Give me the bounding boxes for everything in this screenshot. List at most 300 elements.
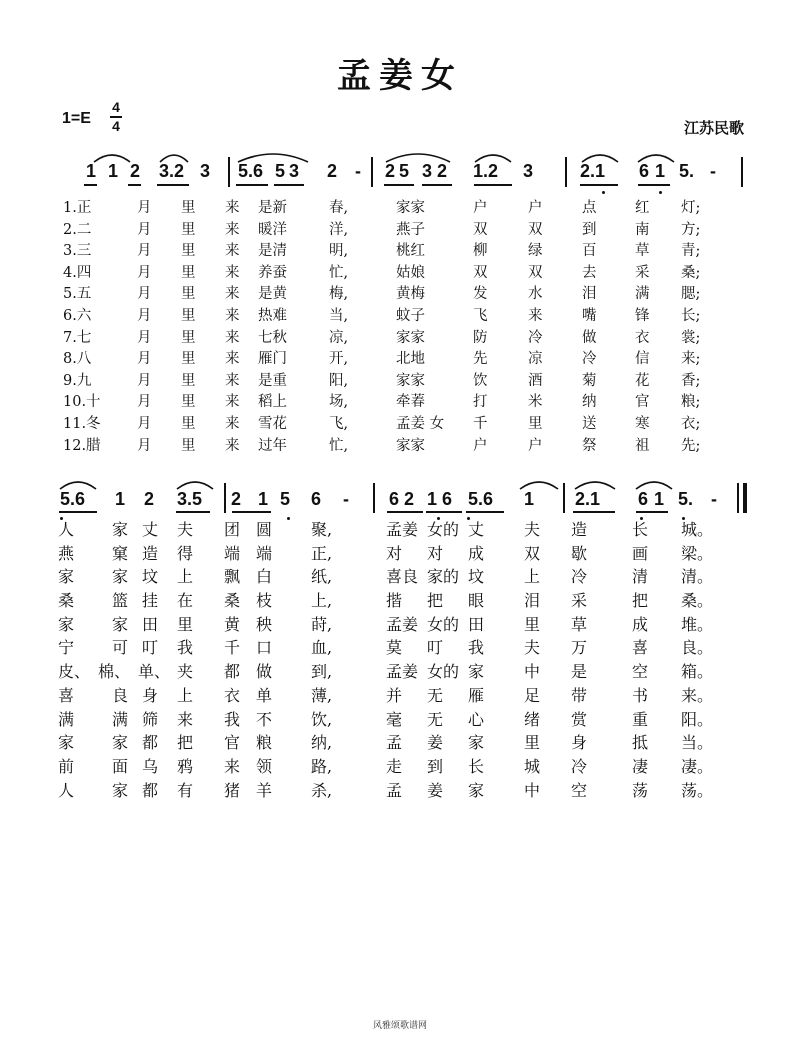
- note: 5: [399, 161, 410, 181]
- lyric: 孟姜: [386, 614, 419, 634]
- lyric: 中: [524, 662, 541, 682]
- lyric: 端: [256, 543, 273, 563]
- lyric: 到: [427, 756, 444, 776]
- lyric: 先: [473, 351, 488, 368]
- lyric: 户: [528, 200, 543, 216]
- lyric: 双: [473, 221, 488, 238]
- lyric: 夫: [177, 520, 194, 539]
- lyric: 明,: [329, 243, 349, 260]
- lyric: 宁: [58, 638, 75, 658]
- note: 3: [289, 161, 300, 181]
- lyric: 3.三: [63, 243, 92, 260]
- lyric: 青;: [681, 243, 701, 260]
- lyric: 家: [468, 733, 485, 753]
- lyric: 饮: [473, 372, 488, 389]
- lyric: 鸦: [177, 756, 194, 776]
- lyric: 来: [225, 221, 240, 238]
- lyric: 丈: [468, 520, 485, 539]
- lyric: 月: [137, 415, 152, 432]
- lyric: 我: [468, 638, 485, 658]
- lyric: 来: [225, 415, 240, 432]
- note: -: [343, 489, 349, 509]
- lyric: 眼: [468, 591, 485, 611]
- note: 3: [523, 161, 534, 181]
- lyric: 洋,: [329, 221, 349, 238]
- lyric: 家的: [427, 567, 460, 587]
- lyric: 开,: [329, 351, 349, 368]
- lyric: 家: [58, 614, 75, 634]
- lyric: 绪: [524, 709, 541, 729]
- note: 1: [258, 489, 269, 509]
- lyric: 白: [256, 567, 273, 587]
- lyric: 孟姜: [386, 520, 419, 539]
- final-bar-thick: [743, 483, 747, 513]
- lyric: 是: [571, 662, 588, 682]
- lyric: 是清: [258, 243, 287, 260]
- lyric: 正,: [311, 543, 333, 563]
- verse-row: [55, 588, 755, 612]
- lyric: 当。: [681, 733, 714, 753]
- lyric: 采: [635, 264, 650, 281]
- lyric: 挂: [142, 591, 159, 611]
- lyric: 揩: [386, 591, 403, 611]
- slur: [58, 477, 98, 491]
- lyric: 冷: [528, 329, 543, 346]
- beam: [638, 184, 670, 186]
- lyric: 七秋: [258, 329, 287, 346]
- lyric: 毫: [386, 709, 403, 729]
- beam: [422, 184, 452, 186]
- note: 5.: [679, 161, 695, 181]
- lyric: 窠: [112, 543, 129, 563]
- lyric: 枝: [256, 591, 273, 611]
- lyric: 姜: [427, 780, 444, 800]
- lyric: 冷: [571, 567, 588, 587]
- lyric: 官: [635, 394, 650, 411]
- lyric: 我: [177, 638, 194, 658]
- note: 5: [280, 489, 291, 509]
- lyric: 衣: [224, 685, 241, 705]
- lyric: 良: [112, 685, 129, 705]
- lyric: 4.四: [63, 264, 92, 281]
- lyric: 万: [571, 638, 588, 658]
- lyric: 里: [181, 437, 196, 454]
- verse-row: [55, 390, 755, 412]
- note: 5.6: [60, 489, 86, 509]
- lyric: 香;: [681, 372, 701, 389]
- lyric: 得: [177, 543, 194, 563]
- lyric: 家: [112, 567, 129, 587]
- slur: [636, 150, 676, 164]
- lyric: 月: [137, 221, 152, 238]
- lyric: 桑: [58, 591, 75, 611]
- lyric: 筛: [142, 709, 159, 729]
- verse-row: [55, 218, 755, 240]
- lyric: 家: [112, 614, 129, 634]
- note: 2: [437, 161, 448, 181]
- lyric: 圆: [256, 520, 273, 539]
- lyric: 在: [177, 591, 194, 611]
- lyric: 家: [112, 780, 129, 800]
- lyric: 酒: [528, 372, 543, 389]
- lyric: 草: [635, 243, 650, 260]
- lyric: 户: [473, 437, 488, 454]
- lyric: 荡: [632, 780, 649, 800]
- lyric: 把: [177, 733, 194, 753]
- note: 1: [655, 161, 666, 181]
- lyric: 双: [524, 543, 541, 563]
- notation-line-1: [55, 161, 745, 185]
- lyric: 衣;: [681, 415, 701, 432]
- note: 5.6: [468, 489, 494, 509]
- lyric: 书: [632, 685, 649, 705]
- lyric: 飞: [473, 307, 488, 324]
- lyric: 9.九: [63, 372, 92, 389]
- note: 1.2: [473, 161, 499, 181]
- lyric: 领: [256, 756, 273, 776]
- lyric: 去: [582, 264, 597, 281]
- lyric: 11.冬: [63, 415, 101, 432]
- lyric: 飞,: [329, 415, 349, 432]
- lyric: 锋: [635, 307, 650, 324]
- lyric: 千: [224, 638, 241, 658]
- verse-row: [55, 683, 755, 707]
- bar-line: [228, 157, 230, 187]
- lyric: 裳;: [681, 329, 701, 346]
- lyric: 10.十: [63, 394, 101, 411]
- lyric: 夫: [524, 520, 541, 539]
- lyric: 是新: [258, 200, 287, 216]
- lyric: 带: [571, 685, 588, 705]
- lyric: 祖: [635, 437, 650, 454]
- lyric: 走: [386, 756, 403, 776]
- lyric: 可: [112, 638, 129, 658]
- lyric: 来: [225, 351, 240, 368]
- lyric: 来: [225, 372, 240, 389]
- lyric: 防: [473, 329, 488, 346]
- lyric: 里: [524, 733, 541, 753]
- lyric: 来。: [681, 685, 714, 705]
- lyric: 信: [635, 351, 650, 368]
- note: 2: [327, 161, 338, 181]
- slur: [473, 150, 513, 164]
- lyric: 前: [58, 756, 75, 776]
- lyric: 田: [468, 614, 485, 634]
- lyric: 上,: [311, 591, 333, 611]
- note: 2: [385, 161, 396, 181]
- lyric: 里: [181, 394, 196, 411]
- bar-line: [371, 157, 373, 187]
- beam: [580, 184, 618, 186]
- lyric: 成: [632, 614, 649, 634]
- lyric: 长: [632, 520, 649, 539]
- lyric: 菊: [582, 372, 597, 389]
- lyric: 来: [528, 307, 543, 324]
- beam: [387, 511, 423, 513]
- note: 6: [639, 161, 650, 181]
- lyric: 双: [528, 264, 543, 281]
- beam: [384, 184, 414, 186]
- lyric: 喜: [632, 638, 649, 658]
- note: 5.6: [238, 161, 264, 181]
- lyric: 来: [225, 394, 240, 411]
- lyric: 心: [468, 709, 485, 729]
- note: 3: [422, 161, 433, 181]
- lyric: 纳,: [311, 733, 333, 753]
- lyric: 腮;: [681, 286, 701, 303]
- lyric: 秧: [256, 614, 273, 634]
- lyric: 羊: [256, 780, 273, 800]
- lyric: 雁: [468, 685, 485, 705]
- lyric: 口: [256, 638, 273, 658]
- octave-dot: [602, 191, 605, 194]
- note: 5.: [678, 489, 694, 509]
- lyric: 空: [632, 662, 649, 682]
- lyric: 凄。: [681, 756, 714, 776]
- lyric: 上: [177, 685, 194, 705]
- lyric: 绿: [528, 243, 543, 260]
- lyric: 蚊子: [396, 307, 425, 324]
- lyric: 来: [225, 243, 240, 260]
- lyric: 家: [112, 520, 129, 539]
- lyric: 场,: [329, 394, 349, 411]
- beam: [59, 511, 97, 513]
- lyric: 夹: [177, 662, 194, 682]
- lyric: 家家: [396, 437, 425, 454]
- note: 2: [404, 489, 415, 509]
- lyric: 孟姜: [386, 662, 419, 682]
- lyric: 上: [177, 567, 194, 587]
- lyric: 单、: [138, 662, 171, 682]
- slur: [175, 477, 215, 491]
- lyric: 凉: [528, 351, 543, 368]
- lyric: 莳,: [311, 614, 333, 634]
- beam: [157, 184, 189, 186]
- lyric: 桑。: [681, 591, 714, 611]
- verse-row: [55, 434, 755, 456]
- lyric: 衣: [635, 329, 650, 346]
- lyric: 燕子: [396, 221, 425, 238]
- lyric: 2.二: [63, 221, 92, 238]
- lyric: 对: [427, 543, 444, 563]
- verse-row: [55, 635, 755, 659]
- verse-row: [55, 754, 755, 778]
- beam: [236, 184, 268, 186]
- verse-row: [55, 707, 755, 731]
- lyric: 都: [224, 662, 241, 682]
- lyric: 12.腊: [63, 437, 101, 454]
- lyric: 长: [468, 756, 485, 776]
- lyric: 中: [524, 780, 541, 800]
- lyric: 喜: [58, 685, 75, 705]
- lyric: 坟: [468, 567, 485, 587]
- lyric: 满: [58, 709, 75, 729]
- lyric: 飘: [224, 567, 241, 587]
- lyric: 莫: [386, 638, 403, 658]
- lyric: 热难: [258, 307, 287, 324]
- verse-row: [55, 564, 755, 588]
- lyric: 面: [112, 756, 129, 776]
- beam: [573, 511, 615, 513]
- verse-row: [55, 326, 755, 348]
- lyric: 乌: [142, 756, 159, 776]
- lyric: 泪: [582, 286, 597, 303]
- lyric: 里: [181, 264, 196, 281]
- lyric: 6.六: [63, 307, 92, 324]
- lyric: 双: [528, 221, 543, 238]
- lyric: 无: [427, 685, 444, 705]
- note: 1: [654, 489, 665, 509]
- lyric: 家家: [396, 372, 425, 389]
- lyric: 人: [58, 520, 75, 539]
- lyric: 米: [528, 394, 543, 411]
- lyric: 7.七: [63, 329, 92, 346]
- lyric: 1.正: [63, 200, 92, 216]
- lyric: 梅,: [329, 286, 349, 303]
- lyric: 薄,: [311, 685, 333, 705]
- beam: [128, 184, 141, 186]
- lyric: 女的: [427, 520, 460, 539]
- lyric: 牵萶: [396, 394, 425, 411]
- lyric: 清。: [681, 567, 714, 587]
- time-signature: [110, 100, 122, 134]
- lyric: 红: [635, 200, 650, 216]
- verse-row: [55, 282, 755, 304]
- slur: [236, 150, 310, 164]
- verse-row: [55, 261, 755, 283]
- lyric: 月: [137, 437, 152, 454]
- lyric: 冷: [571, 756, 588, 776]
- lyric: 女的: [427, 662, 460, 682]
- lyric: 身: [571, 733, 588, 753]
- lyric: 月: [137, 200, 152, 216]
- lyric: 纸,: [311, 567, 333, 587]
- lyric: 里: [181, 243, 196, 260]
- lyric: 月: [137, 372, 152, 389]
- lyric: 桃红: [396, 243, 425, 260]
- lyric: 并: [386, 685, 403, 705]
- lyric: 寒: [635, 415, 650, 432]
- lyric: 暖洋: [258, 221, 287, 238]
- lyric: 重: [632, 709, 649, 729]
- lyric: 里: [524, 614, 541, 634]
- lyric: 来: [225, 329, 240, 346]
- slur: [158, 150, 190, 164]
- lyric: 孟: [386, 733, 403, 753]
- lyric: 忙,: [329, 437, 349, 454]
- lyric: 黄: [224, 614, 241, 634]
- lyric: 聚,: [311, 520, 333, 539]
- lyric: 发: [473, 286, 488, 303]
- verse-row: [55, 412, 755, 434]
- lyric: 里: [181, 351, 196, 368]
- lyric: 不: [256, 709, 273, 729]
- lyric: 饮,: [311, 709, 333, 729]
- lyric: 官: [224, 733, 241, 753]
- lyric: 身: [142, 685, 159, 705]
- note: -: [711, 489, 717, 509]
- lyric: 人: [58, 780, 75, 800]
- lyric: 造: [142, 543, 159, 563]
- lyric: 里: [181, 307, 196, 324]
- lyric: 来: [177, 709, 194, 729]
- verse-row: [55, 369, 755, 391]
- verses-part-1: [55, 196, 755, 455]
- lyric: 家: [468, 780, 485, 800]
- lyric: 来: [224, 756, 241, 776]
- lyric: 过年: [258, 437, 287, 454]
- lyric: 棉、: [98, 662, 131, 682]
- bar-line: [373, 483, 375, 513]
- lyric: 家: [468, 662, 485, 682]
- verse-row: [55, 778, 755, 802]
- bar-line: [224, 483, 226, 513]
- note: 1: [86, 161, 97, 181]
- lyric: 里: [177, 614, 194, 634]
- lyric: 歇: [571, 543, 588, 563]
- footer-watermark: 风雅颂歌谱网: [372, 1021, 427, 1031]
- octave-dot: [659, 191, 662, 194]
- lyric: 皮、: [58, 662, 91, 682]
- lyric: 月: [137, 264, 152, 281]
- beam: [256, 511, 271, 513]
- lyric: 方;: [681, 221, 701, 238]
- lyric: 长;: [681, 307, 701, 324]
- lyric: 篮: [112, 591, 129, 611]
- song-source: 江苏民歌: [683, 119, 744, 137]
- lyric: 来: [225, 307, 240, 324]
- verses-part-2: [55, 517, 755, 801]
- lyric: 梁。: [681, 543, 714, 563]
- lyric: 城: [524, 756, 541, 776]
- lyric: 打: [473, 394, 488, 411]
- note: 3.5: [177, 489, 203, 509]
- lyric: 燕: [58, 543, 75, 563]
- lyric: 家: [58, 733, 75, 753]
- lyric: 月: [137, 351, 152, 368]
- meter-bottom: 4: [112, 118, 120, 134]
- verse-row: [55, 239, 755, 261]
- lyric: 孟: [386, 780, 403, 800]
- lyric: 祭: [582, 437, 597, 454]
- lyric: 姑娘: [396, 264, 425, 281]
- lyric: 来: [225, 200, 240, 216]
- lyric: 是黄: [258, 286, 287, 303]
- lyric: 路,: [311, 756, 333, 776]
- note: 2.1: [575, 489, 601, 509]
- lyric: 来: [225, 286, 240, 303]
- lyric: 5.五: [63, 286, 92, 303]
- lyric: 冷: [582, 351, 597, 368]
- lyric: 里: [181, 415, 196, 432]
- lyric: 点: [582, 200, 597, 216]
- lyric: 里: [528, 415, 543, 432]
- lyric: 雁门: [258, 351, 287, 368]
- lyric: 家: [112, 733, 129, 753]
- lyric: 草: [571, 614, 588, 634]
- lyric: 把: [632, 591, 649, 611]
- lyric: 把: [427, 591, 444, 611]
- lyric: 来: [225, 264, 240, 281]
- lyric: 千: [473, 415, 488, 432]
- note: 5: [275, 161, 286, 181]
- note: 6: [638, 489, 649, 509]
- lyric: 月: [137, 307, 152, 324]
- lyric: 无: [427, 709, 444, 729]
- lyric: 我: [224, 709, 241, 729]
- lyric: 空: [571, 780, 588, 800]
- lyric: 良。: [681, 638, 714, 658]
